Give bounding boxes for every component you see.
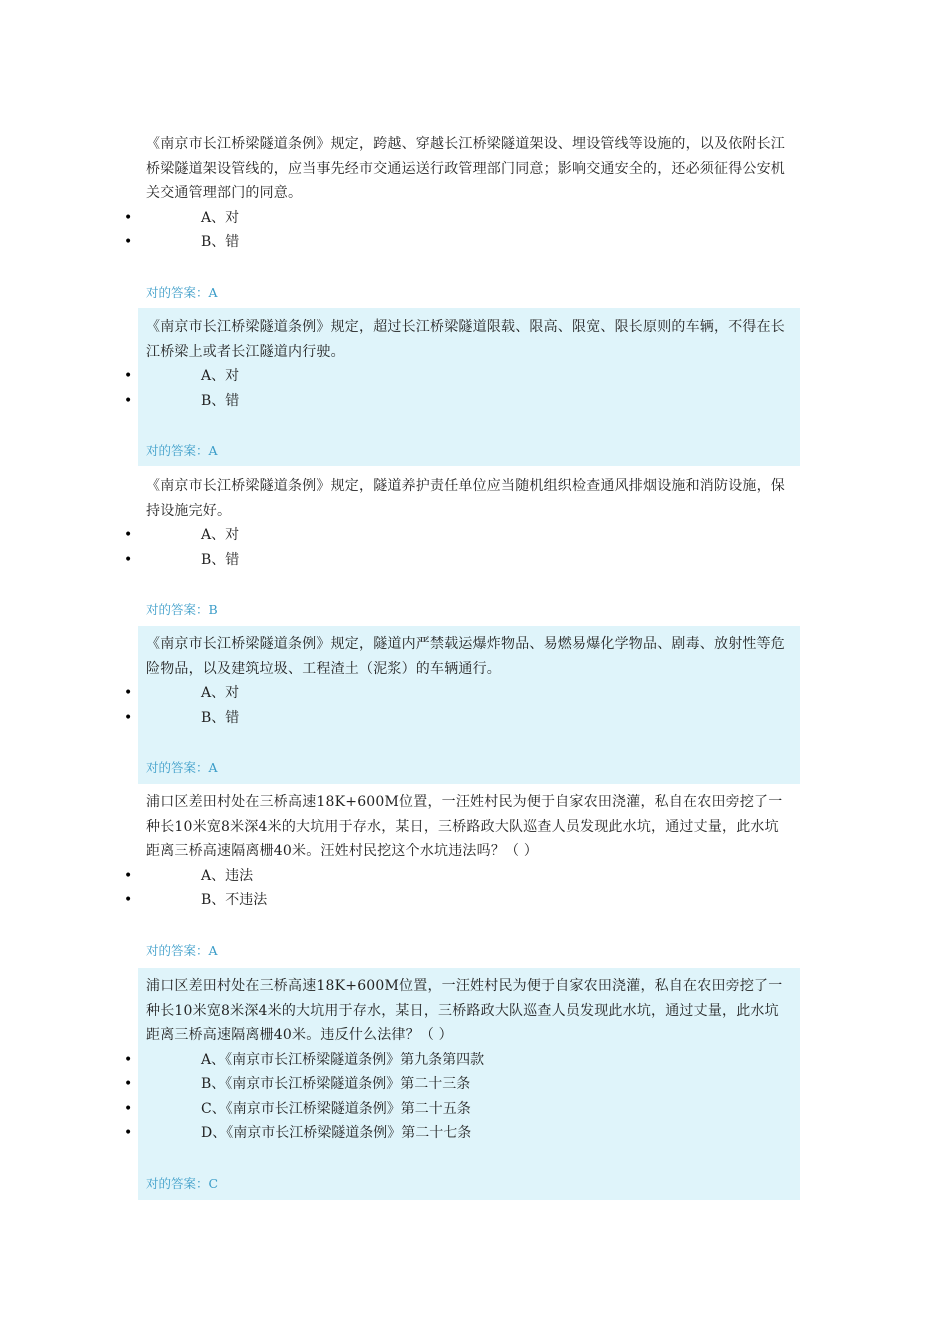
question-block (124, 308, 800, 466)
bullet-icon: • (124, 1051, 133, 1068)
option-label: D、《南京市长江桥梁隧道条例》第二十七条 (201, 1125, 472, 1141)
bullet-icon: • (124, 209, 133, 226)
correct-answer: 对的答案：A (146, 284, 218, 300)
option-item[interactable] (124, 523, 792, 548)
question-text: 《南京市长江桥梁隧道条例》规定，隧道内严禁载运爆炸物品、易燃易爆化学物品、剧毒、放射性等危险物品，以及建筑垃圾、工程渣土（泥浆）的车辆通行。 (146, 636, 785, 677)
question-text: 《南京市长江桥梁隧道条例》规定，隧道养护责任单位应当随机组织检查通风排烟设施和消防设施，保持设施完好。 (146, 478, 785, 519)
option-label: B、错 (201, 551, 240, 568)
option-label: A、《南京市长江桥梁隧道条例》第九条第四款 (201, 1051, 485, 1068)
bullet-icon: • (124, 892, 133, 908)
option-label: B、错 (201, 392, 240, 409)
bullet-icon: • (124, 867, 133, 884)
option-label: A、违法 (201, 867, 254, 884)
option-label: A、对 (201, 685, 240, 701)
option-item[interactable] (124, 206, 792, 231)
option-label: B、不违法 (201, 892, 268, 908)
option-item[interactable] (124, 1072, 792, 1097)
option-label: B、《南京市长江桥梁隧道条例》第二十三条 (201, 1076, 471, 1092)
bullet-icon: • (124, 1100, 133, 1117)
option-label: A、对 (201, 368, 240, 384)
bullet-icon: • (124, 392, 133, 409)
bullet-icon: • (124, 1076, 133, 1092)
option-list (124, 1048, 792, 1146)
option-label: B、错 (201, 709, 240, 726)
option-item[interactable] (124, 548, 792, 573)
option-item[interactable] (124, 706, 792, 731)
bullet-icon: • (124, 1125, 133, 1141)
option-label: B、错 (201, 234, 240, 250)
bullet-icon: • (124, 551, 133, 568)
question-text: 浦口区差田村处在三桥高速18K+600M位置，一汪姓村民为便于自家农田浇灌，私自在农田旁挖了一种长10米宽8米深4米的大坑用于存水，某日，三桥路政大队巡查人员发现此水坑，通过丈量，此水坑距离三桥高速隔离栅40米。汪姓村民挖这个水坑违法吗？（ ） (146, 794, 783, 859)
question-block (124, 626, 800, 784)
option-item[interactable] (124, 1048, 792, 1073)
option-item[interactable] (124, 888, 792, 913)
question-block (124, 132, 800, 302)
bullet-icon: • (124, 234, 133, 250)
correct-answer: 对的答案：C (146, 1175, 219, 1191)
option-label: C、《南京市长江桥梁隧道条例》第二十五条 (201, 1100, 471, 1117)
option-item[interactable] (124, 864, 792, 889)
bullet-icon: • (124, 368, 133, 384)
option-item[interactable] (124, 1121, 792, 1146)
option-list (124, 864, 792, 913)
correct-answer: 对的答案：A (146, 760, 218, 775)
bullet-icon: • (124, 685, 133, 701)
option-item[interactable] (124, 681, 792, 706)
question-text: 《南京市长江桥梁隧道条例》规定，超过长江桥梁隧道限载、限高、限宽、限长原则的车辆，不得在长江桥梁上或者长江隧道内行驶。 (146, 319, 785, 360)
question-block (124, 790, 800, 964)
correct-answer: 对的答案：B (146, 602, 218, 617)
option-list (124, 364, 792, 413)
correct-answer: 对的答案：A (146, 443, 218, 458)
question-block (124, 968, 800, 1200)
option-list (124, 206, 792, 255)
option-item[interactable] (124, 1097, 792, 1122)
option-label: A、对 (201, 209, 240, 226)
option-label: A、对 (201, 527, 240, 543)
option-item[interactable] (124, 389, 792, 414)
option-item[interactable] (124, 230, 792, 255)
question-text: 《南京市长江桥梁隧道条例》规定，跨越、穿越长江桥梁隧道架设、埋设管线等设施的，以及依附长江桥梁隧道架设管线的，应当事先经市交通运送行政管理部门同意；影响交通安全的，还必须征得公安机关交通管理部门的同意。 (146, 136, 785, 201)
question-block (124, 474, 800, 624)
correct-answer: 对的答案：A (146, 942, 218, 958)
bullet-icon: • (124, 527, 133, 543)
option-list (124, 523, 792, 572)
question-text: 浦口区差田村处在三桥高速18K+600M位置，一汪姓村民为便于自家农田浇灌，私自在农田旁挖了一种长10米宽8米深4米的大坑用于存水，某日，三桥路政大队巡查人员发现此水坑，通过丈量，此水坑距离三桥高速隔离栅40米。违反什么法律？（ ） (146, 978, 783, 1043)
option-item[interactable] (124, 364, 792, 389)
bullet-icon: • (124, 709, 133, 726)
option-list (124, 681, 792, 730)
